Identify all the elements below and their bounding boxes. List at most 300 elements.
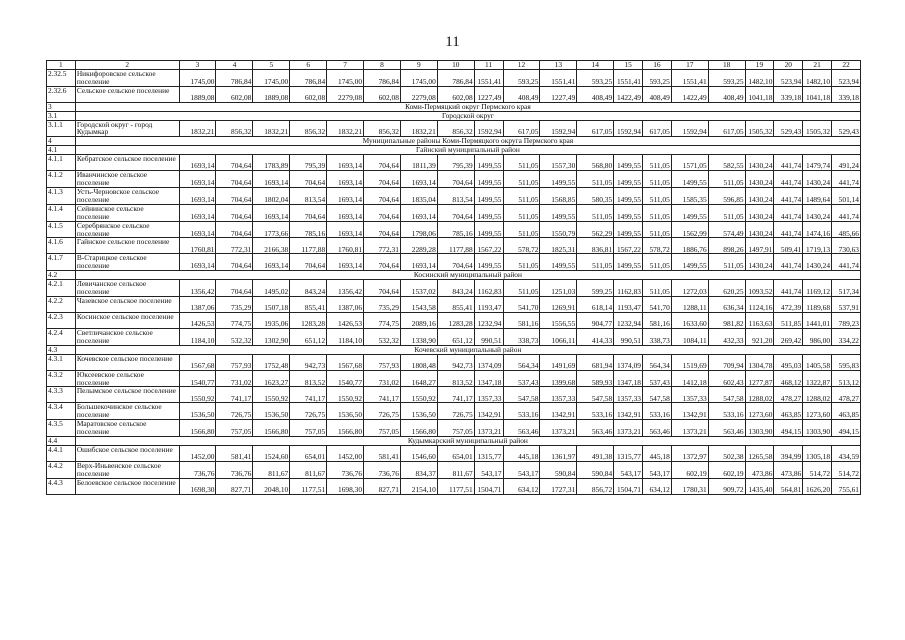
- value-cell: 813,54: [437, 187, 474, 204]
- value-cell: 617,05: [643, 120, 672, 137]
- value-cell: 1551,41: [540, 69, 577, 86]
- value-cell: 1566,80: [253, 420, 290, 437]
- value-cell: 441,74: [832, 171, 861, 188]
- header-cell: 17: [671, 61, 708, 70]
- value-cell: 590,84: [540, 462, 577, 479]
- value-cell: 1567,68: [327, 354, 364, 370]
- section-row: [47, 137, 861, 146]
- value-cell: 1342,91: [540, 403, 577, 420]
- value-cell: 1373,21: [540, 420, 577, 437]
- value-cell: 1357,33: [540, 387, 577, 403]
- value-cell: 580,35: [577, 187, 614, 204]
- value-cell: 704,64: [290, 171, 327, 188]
- value-cell: 898,26: [708, 238, 745, 254]
- header-cell: 10: [437, 61, 474, 70]
- value-cell: 1499,55: [671, 204, 708, 221]
- value-cell: 491,38: [577, 446, 614, 462]
- value-cell: 511,05: [577, 171, 614, 188]
- value-cell: 704,64: [290, 254, 327, 271]
- value-cell: 1550,92: [179, 387, 216, 403]
- table-row: [47, 420, 861, 437]
- value-cell: 1356,42: [327, 280, 364, 297]
- header-cell: 9: [400, 61, 437, 70]
- value-cell: 1693,14: [179, 187, 216, 204]
- value-cell: 856,32: [290, 120, 327, 137]
- value-cell: 1163,63: [745, 312, 774, 328]
- value-cell: 1499,55: [671, 254, 708, 271]
- table-row: [47, 155, 861, 171]
- value-cell: 757,05: [437, 420, 474, 437]
- value-cell: 463,85: [774, 403, 803, 420]
- value-cell: 1693,14: [179, 171, 216, 188]
- value-cell: 1504,71: [614, 478, 643, 494]
- table-row: [47, 238, 861, 254]
- settlement-name: Пелымское сельское поселение: [75, 387, 179, 403]
- header-cell: 4: [216, 61, 253, 70]
- value-cell: 1189,68: [803, 296, 832, 312]
- table-row: [47, 462, 861, 479]
- value-cell: 1550,92: [327, 387, 364, 403]
- value-cell: 1422,49: [614, 86, 643, 102]
- value-cell: 1430,24: [803, 254, 832, 271]
- value-cell: 1361,97: [540, 446, 577, 462]
- value-cell: 1592,94: [614, 120, 643, 137]
- value-cell: 785,16: [437, 221, 474, 238]
- value-cell: 1536,50: [179, 403, 216, 420]
- value-cell: 1227,49: [540, 86, 577, 102]
- value-cell: 1698,30: [179, 478, 216, 494]
- value-cell: 1441,01: [803, 312, 832, 328]
- value-cell: 581,16: [503, 312, 540, 328]
- value-cell: 1505,32: [803, 120, 832, 137]
- value-cell: 501,14: [832, 187, 861, 204]
- value-cell: 1832,21: [400, 120, 437, 137]
- value-cell: 1505,32: [745, 120, 774, 137]
- value-cell: 774,75: [216, 312, 253, 328]
- value-cell: 1745,00: [400, 69, 437, 86]
- value-cell: 942,73: [290, 354, 327, 370]
- value-cell: 1693,14: [179, 155, 216, 171]
- value-cell: 856,72: [577, 478, 614, 494]
- value-cell: 568,80: [577, 155, 614, 171]
- value-cell: 1693,14: [253, 204, 290, 221]
- value-cell: 564,81: [774, 478, 803, 494]
- value-cell: 1193,47: [474, 296, 503, 312]
- value-cell: 811,67: [290, 462, 327, 479]
- value-cell: 1571,05: [671, 155, 708, 171]
- value-cell: 441,74: [774, 204, 803, 221]
- value-cell: 511,05: [643, 155, 672, 171]
- value-cell: 1193,47: [614, 296, 643, 312]
- value-cell: 595,83: [832, 354, 861, 370]
- value-cell: 1499,55: [474, 187, 503, 204]
- value-cell: 1693,14: [400, 254, 437, 271]
- value-cell: 634,12: [643, 478, 672, 494]
- value-cell: 1592,94: [474, 120, 503, 137]
- table-row: [47, 370, 861, 387]
- value-cell: 856,32: [437, 120, 474, 137]
- settlement-name: Усть-Черновское сельское поселение: [75, 187, 179, 204]
- table-row: [47, 446, 861, 462]
- value-cell: 1519,69: [671, 354, 708, 370]
- value-cell: 593,25: [503, 69, 540, 86]
- value-cell: 704,64: [216, 254, 253, 271]
- row-number: 4.3.3: [47, 387, 76, 403]
- value-cell: 736,76: [327, 462, 364, 479]
- value-cell: 921,20: [745, 328, 774, 345]
- value-cell: 843,24: [290, 280, 327, 297]
- value-cell: 1304,78: [745, 354, 774, 370]
- value-cell: 1567,22: [474, 238, 503, 254]
- value-cell: 478,27: [774, 387, 803, 403]
- value-cell: 1825,31: [540, 238, 577, 254]
- value-cell: 574,49: [708, 221, 745, 238]
- table-row: [47, 254, 861, 271]
- value-cell: 1315,77: [474, 446, 503, 462]
- row-number: 4.4.3: [47, 478, 76, 494]
- row-number: 3: [47, 102, 76, 111]
- value-cell: 1536,50: [400, 403, 437, 420]
- value-cell: 1387,06: [327, 296, 364, 312]
- row-number: 4.1: [47, 146, 76, 155]
- value-cell: 1430,24: [745, 155, 774, 171]
- row-number: 4.4.2: [47, 462, 76, 479]
- header-cell: 15: [614, 61, 643, 70]
- value-cell: 599,25: [577, 280, 614, 297]
- value-cell: 617,05: [708, 120, 745, 137]
- value-cell: 485,66: [832, 221, 861, 238]
- value-cell: 590,84: [577, 462, 614, 479]
- value-cell: 1727,31: [540, 478, 577, 494]
- value-cell: 472,39: [774, 296, 803, 312]
- value-cell: 709,94: [708, 354, 745, 370]
- value-cell: 1566,80: [400, 420, 437, 437]
- value-cell: 1479,74: [803, 155, 832, 171]
- value-cell: 408,49: [643, 86, 672, 102]
- value-cell: 1537,02: [400, 280, 437, 297]
- value-cell: 1568,85: [540, 187, 577, 204]
- value-cell: 617,05: [503, 120, 540, 137]
- value-cell: 1499,55: [540, 254, 577, 271]
- value-cell: 533,16: [503, 403, 540, 420]
- settlement-name: Кебратское сельское поселение: [75, 155, 179, 171]
- value-cell: 1387,06: [179, 296, 216, 312]
- value-cell: 634,12: [503, 478, 540, 494]
- value-cell: 1745,00: [327, 69, 364, 86]
- value-cell: 514,72: [832, 462, 861, 479]
- value-cell: 786,84: [216, 69, 253, 86]
- value-cell: 1169,12: [803, 280, 832, 297]
- value-cell: 509,41: [774, 238, 803, 254]
- value-cell: 1372,97: [671, 446, 708, 462]
- value-cell: 726,75: [290, 403, 327, 420]
- value-cell: 523,94: [832, 69, 861, 86]
- value-cell: 704,64: [364, 221, 401, 238]
- value-cell: 602,08: [290, 86, 327, 102]
- value-cell: 547,58: [708, 387, 745, 403]
- header-cell: 13: [540, 61, 577, 70]
- header-cell: 21: [803, 61, 832, 70]
- value-cell: 532,32: [216, 328, 253, 345]
- value-cell: 1540,77: [179, 370, 216, 387]
- value-cell: 741,17: [437, 387, 474, 403]
- value-cell: 741,17: [216, 387, 253, 403]
- settlement-name: Серебрянское сельское поселение: [75, 221, 179, 238]
- page-number: 11: [445, 34, 460, 50]
- value-cell: 1499,55: [614, 221, 643, 238]
- header-cell: 3: [179, 61, 216, 70]
- section-title: Гайнский муниципальный район: [75, 146, 860, 155]
- settlement-name: Сельское сельское поселение: [75, 86, 179, 102]
- settlement-name: Юксеевское сельское поселение: [75, 370, 179, 387]
- value-cell: 1551,41: [671, 69, 708, 86]
- value-cell: 2089,16: [400, 312, 437, 328]
- value-cell: 1745,00: [253, 69, 290, 86]
- header-cell: 20: [774, 61, 803, 70]
- value-cell: 2279,08: [327, 86, 364, 102]
- value-cell: 441,74: [774, 155, 803, 171]
- value-cell: 1373,21: [474, 420, 503, 437]
- value-cell: 735,29: [364, 296, 401, 312]
- header-cell: 1: [47, 61, 76, 70]
- value-cell: 1752,48: [253, 354, 290, 370]
- value-cell: 511,05: [643, 254, 672, 271]
- value-cell: 537,43: [503, 370, 540, 387]
- value-cell: 811,67: [253, 462, 290, 479]
- value-cell: 1066,11: [540, 328, 577, 345]
- value-cell: 990,51: [614, 328, 643, 345]
- value-cell: 942,73: [437, 354, 474, 370]
- value-cell: 1288,11: [671, 296, 708, 312]
- row-number: 4.4.1: [47, 446, 76, 462]
- value-cell: 730,63: [832, 238, 861, 254]
- value-cell: 726,75: [364, 403, 401, 420]
- value-cell: 1405,58: [803, 354, 832, 370]
- value-cell: 1499,55: [614, 187, 643, 204]
- value-cell: 1693,14: [327, 221, 364, 238]
- value-cell: 1374,09: [614, 354, 643, 370]
- value-cell: 602,08: [437, 86, 474, 102]
- settlement-name: Большекочинское сельское поселение: [75, 403, 179, 420]
- value-cell: 1499,55: [614, 171, 643, 188]
- value-cell: 1693,14: [327, 204, 364, 221]
- value-cell: 511,05: [643, 171, 672, 188]
- table-row: [47, 387, 861, 403]
- value-cell: 1835,04: [400, 187, 437, 204]
- value-cell: 1693,14: [253, 171, 290, 188]
- value-cell: 618,14: [577, 296, 614, 312]
- value-cell: 1412,18: [671, 370, 708, 387]
- section-row: [47, 102, 861, 111]
- table-row: [47, 403, 861, 420]
- row-number: 4: [47, 137, 76, 146]
- value-cell: 1374,09: [474, 354, 503, 370]
- header-cell: 8: [364, 61, 401, 70]
- value-cell: 1232,94: [474, 312, 503, 328]
- value-cell: 1499,55: [474, 155, 503, 171]
- value-cell: 478,27: [832, 387, 861, 403]
- value-cell: 1177,51: [290, 478, 327, 494]
- table-row: [47, 204, 861, 221]
- value-cell: 757,05: [290, 420, 327, 437]
- value-cell: 1550,92: [400, 387, 437, 403]
- value-cell: 338,73: [503, 328, 540, 345]
- value-cell: 1551,41: [474, 69, 503, 86]
- section-row: [47, 146, 861, 155]
- row-number: 4.1.2: [47, 171, 76, 188]
- value-cell: 1499,55: [474, 221, 503, 238]
- value-cell: 636,34: [708, 296, 745, 312]
- value-cell: 533,16: [708, 403, 745, 420]
- value-cell: 1342,91: [474, 403, 503, 420]
- value-cell: 786,84: [364, 69, 401, 86]
- value-cell: 1347,18: [614, 370, 643, 387]
- value-cell: 1499,55: [540, 204, 577, 221]
- value-cell: 856,32: [216, 120, 253, 137]
- row-number: 3.1: [47, 111, 76, 120]
- value-cell: 2279,08: [400, 86, 437, 102]
- value-cell: 785,16: [290, 221, 327, 238]
- value-cell: 811,67: [437, 462, 474, 479]
- settlement-name: Кочевское сельское поселение: [75, 354, 179, 370]
- value-cell: 704,64: [364, 254, 401, 271]
- value-cell: 1536,50: [253, 403, 290, 420]
- header-cell: 11: [474, 61, 503, 70]
- value-cell: 726,75: [216, 403, 253, 420]
- value-cell: 1452,00: [327, 446, 364, 462]
- value-cell: 511,05: [503, 155, 540, 171]
- value-cell: 786,84: [437, 69, 474, 86]
- row-number: 4.2: [47, 271, 76, 280]
- value-cell: 795,39: [437, 155, 474, 171]
- value-cell: 511,05: [503, 254, 540, 271]
- value-cell: 511,05: [643, 204, 672, 221]
- value-cell: 1435,40: [745, 478, 774, 494]
- value-cell: 772,31: [216, 238, 253, 254]
- value-cell: 789,23: [832, 312, 861, 328]
- value-cell: 1315,77: [614, 446, 643, 462]
- value-cell: 704,64: [216, 221, 253, 238]
- value-cell: 981,82: [708, 312, 745, 328]
- value-cell: 1633,60: [671, 312, 708, 328]
- value-cell: 441,74: [774, 171, 803, 188]
- value-cell: 602,19: [708, 462, 745, 479]
- settlement-name: Гайнское сельское поселение: [75, 238, 179, 254]
- value-cell: 1251,03: [540, 280, 577, 297]
- value-cell: 651,12: [437, 328, 474, 345]
- value-cell: 269,42: [774, 328, 803, 345]
- value-cell: 855,41: [290, 296, 327, 312]
- value-cell: 593,25: [643, 69, 672, 86]
- value-cell: 495,03: [774, 354, 803, 370]
- row-number: 4.4: [47, 437, 76, 446]
- value-cell: 1592,94: [671, 120, 708, 137]
- value-cell: 1322,87: [803, 370, 832, 387]
- value-cell: 1430,24: [745, 187, 774, 204]
- settlement-name: Маратовское сельское поселение: [75, 420, 179, 437]
- value-cell: 1811,39: [400, 155, 437, 171]
- value-cell: 1832,21: [327, 120, 364, 137]
- value-cell: 1648,27: [400, 370, 437, 387]
- value-cell: 511,05: [708, 254, 745, 271]
- value-cell: 562,29: [577, 221, 614, 238]
- value-cell: 441,74: [774, 280, 803, 297]
- value-cell: 514,72: [803, 462, 832, 479]
- value-cell: 1430,24: [803, 204, 832, 221]
- value-cell: 511,05: [503, 280, 540, 297]
- value-cell: 1347,18: [474, 370, 503, 387]
- value-cell: 1093,52: [745, 280, 774, 297]
- value-cell: 1305,18: [803, 446, 832, 462]
- value-cell: 533,16: [643, 403, 672, 420]
- row-number: 4.1.7: [47, 254, 76, 271]
- value-cell: 990,51: [474, 328, 503, 345]
- value-cell: 339,18: [832, 86, 861, 102]
- value-cell: 445,18: [643, 446, 672, 462]
- value-cell: 1273,60: [745, 403, 774, 420]
- value-cell: 529,43: [774, 120, 803, 137]
- value-cell: 563,46: [708, 420, 745, 437]
- value-cell: 1499,55: [474, 171, 503, 188]
- value-cell: 1497,91: [745, 238, 774, 254]
- row-number: 4.1.4: [47, 204, 76, 221]
- value-cell: 602,43: [708, 370, 745, 387]
- value-cell: 547,58: [503, 387, 540, 403]
- table-row: [47, 187, 861, 204]
- value-cell: 904,77: [577, 312, 614, 328]
- value-cell: 596,85: [708, 187, 745, 204]
- settlement-name: Иванчинское сельское поселение: [75, 171, 179, 188]
- value-cell: 909,72: [708, 478, 745, 494]
- value-cell: 1342,91: [614, 403, 643, 420]
- header-cell: 6: [290, 61, 327, 70]
- value-cell: 2048,10: [253, 478, 290, 494]
- value-cell: 704,64: [437, 171, 474, 188]
- value-cell: 1832,21: [253, 120, 290, 137]
- value-cell: 1780,31: [671, 478, 708, 494]
- value-cell: 441,74: [832, 254, 861, 271]
- value-cell: 1808,48: [400, 354, 437, 370]
- value-cell: 1162,83: [614, 280, 643, 297]
- value-cell: 1760,81: [179, 238, 216, 254]
- header-cell: 22: [832, 61, 861, 70]
- settlement-name: Белоевское сельское поселение: [75, 478, 179, 494]
- value-cell: 511,05: [643, 221, 672, 238]
- value-cell: 827,71: [216, 478, 253, 494]
- value-cell: 786,84: [290, 69, 327, 86]
- row-number: 4.3.4: [47, 403, 76, 420]
- value-cell: 1886,76: [671, 238, 708, 254]
- value-cell: 1698,30: [327, 478, 364, 494]
- value-cell: 581,16: [643, 312, 672, 328]
- header-cell: 16: [643, 61, 672, 70]
- value-cell: 2154,10: [400, 478, 437, 494]
- value-cell: 334,22: [832, 328, 861, 345]
- value-cell: 1184,10: [327, 328, 364, 345]
- value-cell: 1426,53: [179, 312, 216, 328]
- value-cell: 511,05: [643, 280, 672, 297]
- value-cell: 1273,60: [803, 403, 832, 420]
- header-cell: 19: [745, 61, 774, 70]
- row-number: 4.3: [47, 345, 76, 354]
- value-cell: 704,64: [216, 171, 253, 188]
- value-cell: 494,15: [774, 420, 803, 437]
- value-cell: 1798,06: [400, 221, 437, 238]
- value-cell: 855,41: [437, 296, 474, 312]
- value-cell: 736,76: [364, 462, 401, 479]
- value-cell: 564,34: [643, 354, 672, 370]
- value-cell: 1693,14: [179, 221, 216, 238]
